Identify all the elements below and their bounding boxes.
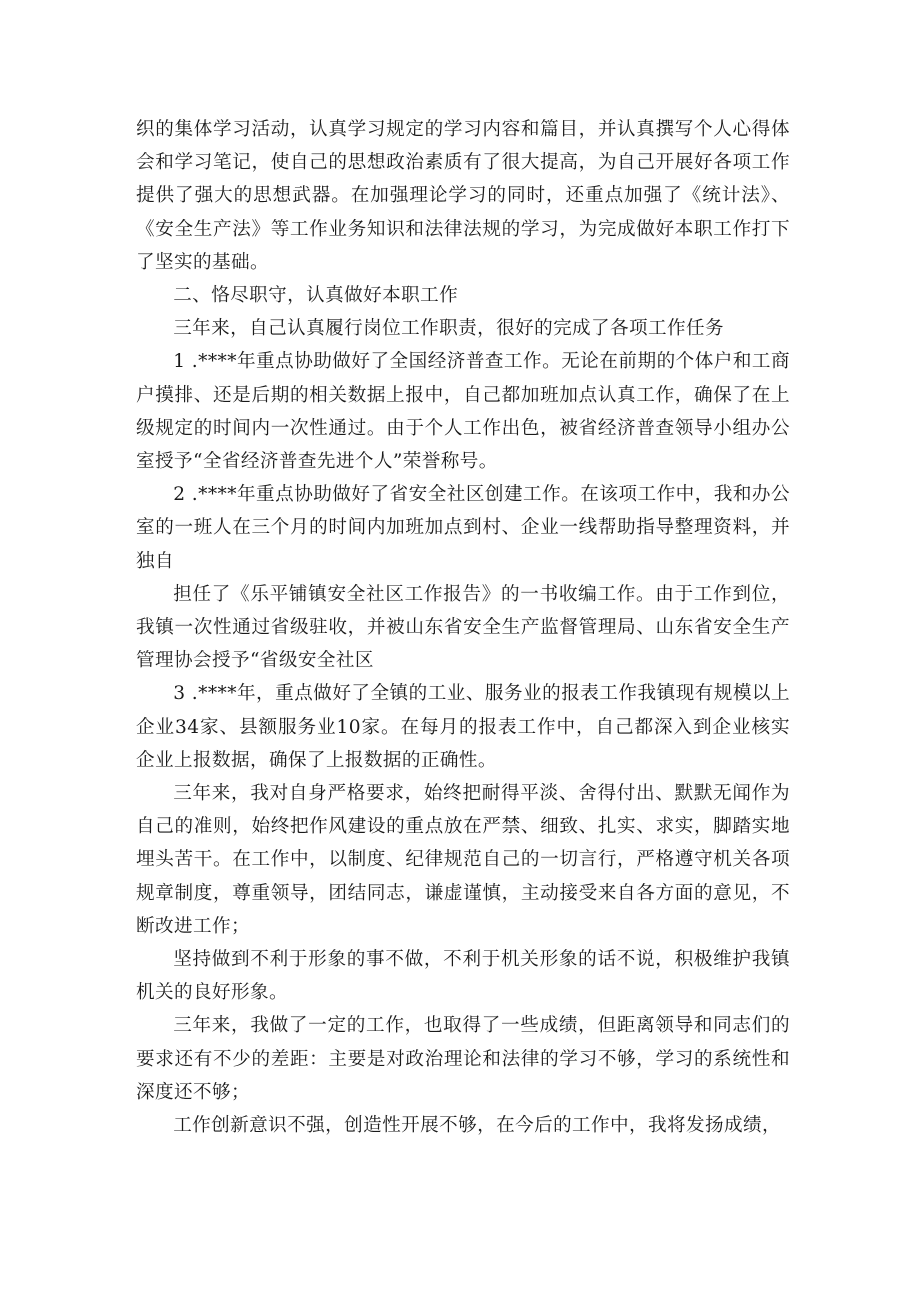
paragraph-image-maintenance: 坚持做到不利于形象的事不做，不利于机关形象的话不说，积极维护我镇机关的良好形象。 [136, 949, 790, 1004]
paragraph-shortcomings: 三年来，我做了一定的工作，也取得了一些成绩，但距离领导和同志们的要求还有不少的差距：主要是对政治理论和法律的学习不够，学习的系统性和深度还不够； [136, 1015, 790, 1103]
paragraph-study-activities: 织的集体学习活动，认真学习规定的学习内容和篇目，并认真撰写个人心得体会和学习笔记，使自己的思想政治素质有了很大提高，为自己开展好各项工作提供了强大的思想武器。在加强理论学习的同时，还重点加强了《统计法》、《安全生产法》等工作业务知识和法律法规的学习，为完成做好本职工作打下了坚实的基础。 [136, 119, 790, 273]
paragraph-duties-intro: 三年来，自己认真履行岗位工作职责，很好的完成了各项工作任务 [173, 318, 725, 340]
document-body [136, 113, 790, 1142]
paragraph-innovation: 工作创新意识不强，创造性开展不够，在今后的工作中，我将发扬成绩， [173, 1115, 781, 1137]
list-item-statistics-reports: 3 .****年，重点做好了全镇的工业、服务业的报表工作我镇现有规模以上企业34家、县额服务业10家。在每月的报表工作中，自己都深入到企业核实企业上报数据，确保了上报数据的正确性。 [136, 683, 790, 771]
list-item-economic-census: 1 .****年重点协助做好了全国经济普查工作。无论在前期的个体户和工商户摸排、还是后期的相关数据上报中，自己都加班加点认真工作，确保了在上级规定的时间内一次性通过。由于个人工作出色，被省经济普查领导小组办公室授予“全省经济普查先进个人”荣誉称号。 [136, 351, 790, 473]
list-item-safe-community: 2 .****年重点协助做好了省安全社区创建工作。在该项工作中，我和办公室的一班人在三个月的时间内加班加点到村、企业一线帮助指导整理资料，并独自 [136, 484, 790, 572]
section-heading-duties: 二、恪尽职守，认真做好本职工作 [173, 285, 459, 307]
paragraph-self-discipline: 三年来，我对自身严格要求，始终把耐得平淡、舍得付出、默默无闻作为自己的准则，始终把作风建设的重点放在严禁、细致、扎实、求实，脚踏实地埋头苦干。在工作中，以制度、纪律规范自己的一切言行，严格遵守机关各项规章制度，尊重领导，团结同志，谦虚谨慎，主动接受来自各方面的意见，不断改进工作； [136, 783, 790, 937]
paragraph-safe-community-report: 担任了《乐平铺镇安全社区工作报告》的一书收编工作。由于工作到位，我镇一次性通过省级驻收，并被山东省安全生产监督管理局、山东省安全生产管理协会授予“省级安全社区 [136, 583, 790, 672]
